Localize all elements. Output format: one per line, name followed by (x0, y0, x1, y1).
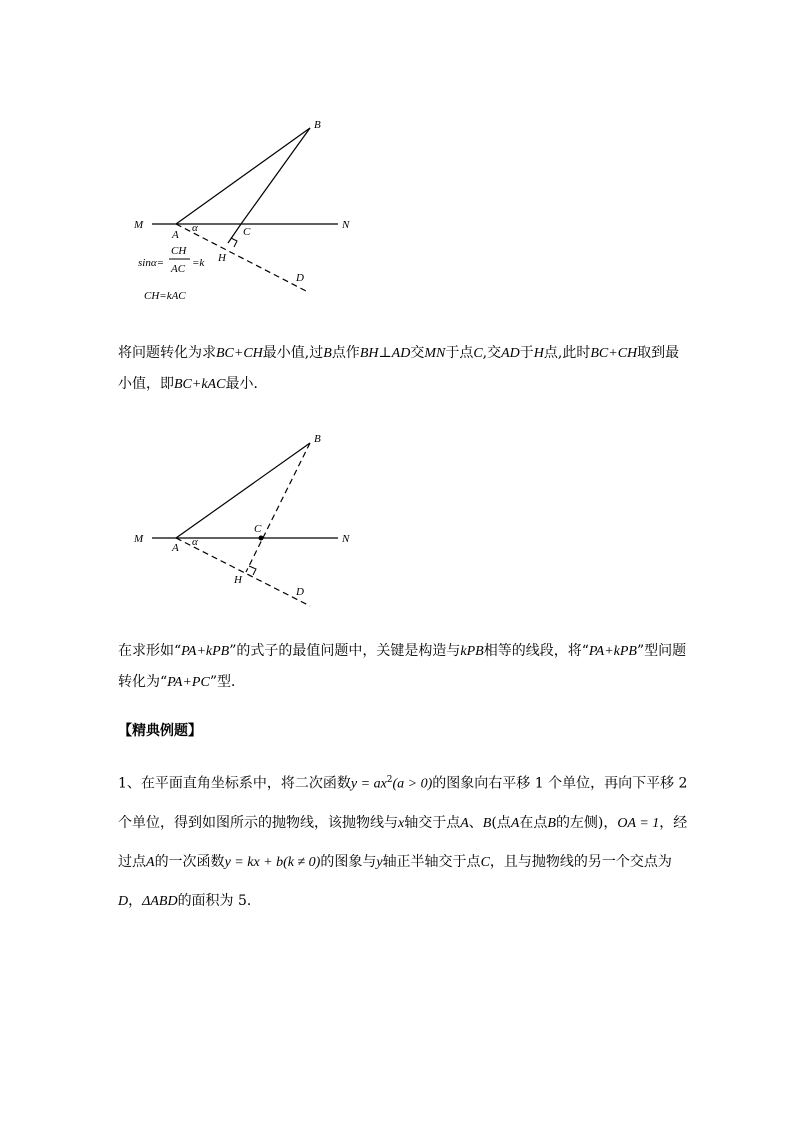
label-h: H (218, 252, 226, 264)
paragraph-1: 将问题转化为求BC+CH最小值,过B点作BH⊥AD交MN于点C,交AD于H点,此时BC+CH取到最小值，即BC+kAC最小． (118, 345, 680, 392)
label-m: M (134, 533, 144, 545)
segment-ab (176, 443, 310, 538)
figure-1 (0, 110, 400, 310)
segment-bc (241, 128, 310, 224)
figure-1-svg (0, 110, 400, 310)
label-a: A (172, 542, 179, 554)
label-h: H (234, 574, 242, 586)
figure-2-svg (0, 425, 400, 615)
sin-numerator: CH (171, 245, 187, 257)
label-b: B (314, 119, 321, 131)
right-angle-mark (249, 566, 256, 575)
section-heading: 【精典例题】 (118, 723, 202, 739)
ray-ad (176, 538, 310, 606)
label-d: D (296, 586, 304, 598)
label-c: C (254, 523, 262, 535)
label-alpha: α (192, 222, 198, 234)
label-a: A (172, 229, 179, 241)
label-b: B (314, 433, 321, 445)
segment-ab (176, 128, 310, 224)
label-m: M (134, 219, 144, 231)
label-n: N (342, 219, 350, 231)
sin-denominator: AC (171, 263, 186, 275)
label-c: C (243, 226, 251, 238)
figure-2 (0, 425, 400, 615)
segment-bh-dashed (246, 443, 310, 572)
right-angle-mark (231, 238, 237, 247)
problem-1: 1、在平面直角坐标系中，将二次函数$y = ax^2(a > 0)$的图象向右平移 1 个单位，再向下平移 2 个单位，得到如图所示的抛物线，该抛物线与x轴交于点A、B(点A在点B的左侧)，OA = 1，经过点A的一次函数y = kx + b(k ≠ 0)的图象与y轴正半轴交于点C，且与抛物线的另一个交点为D，ΔABD的面积为 5． (118, 775, 688, 909)
label-alpha: α (192, 536, 198, 548)
point-c (259, 536, 264, 541)
label-n: N (342, 533, 350, 545)
ch-equation: CH=kAC (144, 290, 186, 302)
sin-prefix: sinα= (138, 257, 165, 269)
sin-suffix: =k (192, 257, 205, 269)
label-d: D (296, 272, 304, 284)
paragraph-2: 在求形如“PA+kPB”的式子的最值问题中，关键是构造与kPB相等的线段，将“PA+kPB”型问题转化为“PA+PC”型． (118, 643, 687, 690)
